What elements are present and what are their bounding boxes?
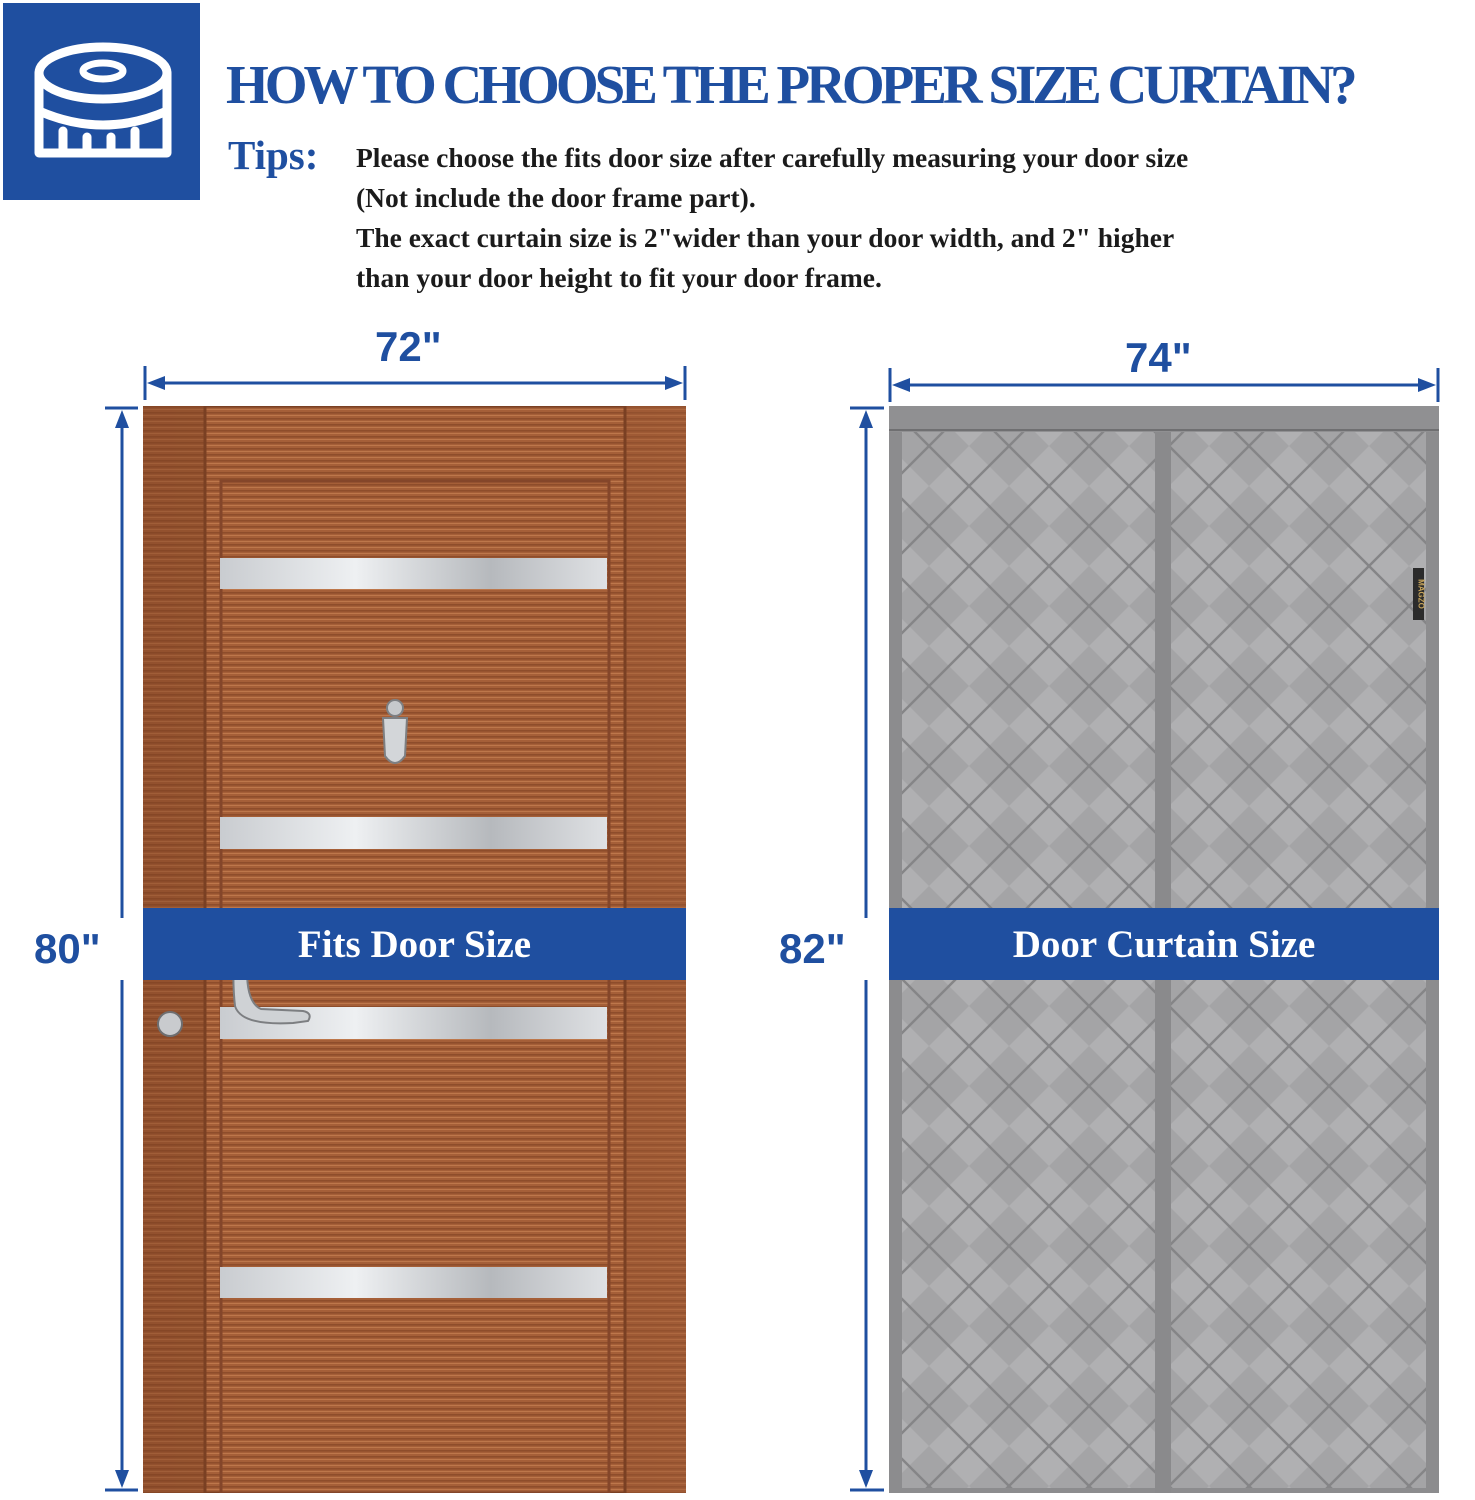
curtain-size-band	[889, 908, 1439, 980]
tips-line: (Not include the door frame part).	[356, 182, 756, 213]
lock-cylinder-icon	[158, 1012, 182, 1036]
curtain-height-label: 82"	[779, 925, 846, 972]
tips-line: Please choose the fits door size after carefully measuring your door size	[356, 142, 1189, 173]
metal-stripe	[220, 558, 607, 589]
door-knocker-icon	[383, 700, 407, 763]
brand-tag-text: MAGZO	[1416, 579, 1426, 609]
door-size-band	[143, 908, 686, 980]
page-title: HOW TO CHOOSE THE PROPER SIZE CURTAIN?	[226, 54, 1354, 115]
door-size-band-label: Fits Door Size	[297, 922, 532, 966]
tips-line: than your door height to fit your door frame.	[356, 262, 882, 293]
curtain-size-band-label: Door Curtain Size	[1012, 922, 1316, 966]
tips-label: Tips:	[228, 132, 319, 178]
door-width-label: 72"	[375, 323, 442, 370]
door-height-label: 80"	[34, 925, 101, 972]
curtain-width-label: 74"	[1125, 334, 1192, 381]
metal-stripe	[220, 1267, 607, 1298]
tips-line: The exact curtain size is 2"wider than your door width, and 2" higher	[356, 222, 1175, 253]
metal-stripe	[220, 817, 607, 849]
